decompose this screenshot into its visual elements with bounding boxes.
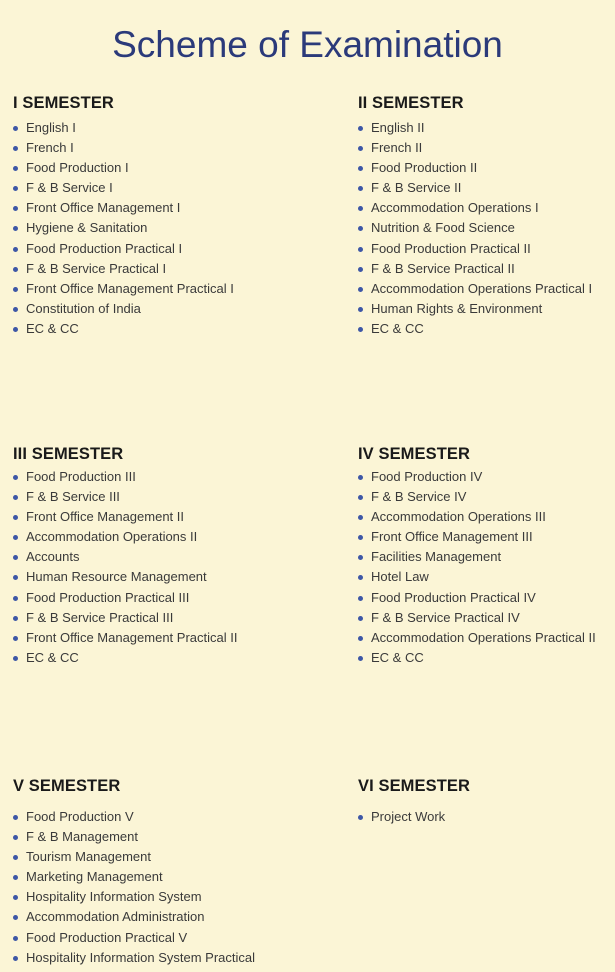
bullet-icon: [13, 226, 18, 231]
subject-list-item: [358, 807, 615, 827]
subject-list-item: [13, 299, 313, 319]
subject-label: EC & CC: [26, 320, 79, 336]
subject-list-item: [358, 319, 615, 339]
bullet-icon: [358, 575, 363, 580]
subject-list-item: [13, 158, 313, 178]
bullet-icon: [13, 327, 18, 332]
subject-label: F & B Service IV: [371, 489, 467, 505]
subject-list-item: [13, 319, 313, 339]
bullet-icon: [358, 287, 363, 292]
subject-label: English I: [26, 120, 76, 135]
semester-6-section: [358, 776, 615, 827]
subject-list-item: [358, 628, 615, 648]
subject-list-item: [13, 218, 313, 238]
bullet-icon: [13, 126, 18, 131]
semester-2-section: [358, 93, 615, 339]
subject-list-item: [13, 628, 313, 648]
bullet-icon: [13, 835, 18, 840]
subject-label: Food Production Practical IV: [371, 589, 536, 605]
subject-label: Accommodation Operations I: [371, 200, 539, 216]
bullet-icon: [13, 875, 18, 880]
bullet-icon: [13, 535, 18, 540]
subject-list-item: [13, 907, 313, 927]
subject-list-item: [13, 867, 313, 887]
subject-list-item: [13, 567, 313, 587]
bullet-icon: [13, 287, 18, 292]
bullet-icon: [13, 166, 18, 171]
subject-label: F & B Management: [26, 829, 138, 845]
subject-list-item: [358, 158, 615, 178]
subject-list-item: [13, 648, 313, 668]
subject-label: Food Production Practical II: [371, 240, 531, 256]
bullet-icon: [358, 515, 363, 520]
bullet-icon: [358, 186, 363, 191]
bullet-icon: [358, 495, 363, 500]
bullet-icon: [13, 146, 18, 151]
semester-4-subject-list: [358, 467, 615, 668]
subject-label: Marketing Management: [26, 869, 163, 885]
subject-label: EC & CC: [371, 649, 424, 665]
subject-list-item: [13, 827, 313, 847]
subject-label: F & B Service Practical I: [26, 260, 167, 276]
subject-list-item: [13, 198, 313, 218]
semester-5-subject-list: [13, 807, 313, 968]
subject-label: Accommodation Operations Practical II: [371, 629, 596, 645]
semester-2-heading: II SEMESTER: [358, 94, 464, 112]
subject-list-item: [358, 299, 615, 319]
subject-label: F & B Service Practical II: [371, 260, 515, 276]
subject-label: F & B Service Practical III: [26, 609, 174, 625]
bullet-icon: [358, 596, 363, 601]
subject-label: Food Production II: [371, 160, 478, 176]
bullet-icon: [13, 555, 18, 560]
bullet-icon: [13, 855, 18, 860]
subject-list-item: [358, 588, 615, 608]
bullet-icon: [13, 495, 18, 500]
semester-5-section: [13, 776, 313, 968]
bullet-icon: [13, 575, 18, 580]
subject-label: Front Office Management I: [26, 200, 181, 216]
subject-label: EC & CC: [371, 320, 424, 336]
bullet-icon: [13, 475, 18, 480]
subject-list-item: [358, 239, 615, 259]
page-title: Scheme of Examination: [112, 23, 503, 65]
bullet-icon: [358, 815, 363, 820]
bullet-icon: [358, 166, 363, 171]
bullet-icon: [358, 126, 363, 131]
semester-5-heading: V SEMESTER: [13, 777, 121, 795]
semester-3-section: [13, 444, 313, 668]
subject-list-item: [13, 138, 313, 158]
subject-label: Hospitality Information System Practical: [26, 949, 256, 965]
bullet-icon: [13, 247, 18, 252]
semester-1-subject-list: [13, 118, 313, 339]
subject-label: Food Production Practical I: [26, 240, 183, 256]
subject-label: Hotel Law: [371, 569, 429, 585]
bullet-icon: [13, 656, 18, 661]
semester-4-heading: IV SEMESTER: [358, 445, 471, 463]
subject-list-item: [13, 178, 313, 198]
subject-list-item: [358, 218, 615, 238]
subject-label: Front Office Management Practical II: [26, 629, 238, 645]
subject-list-item: [13, 948, 313, 968]
semester-6-heading: VI SEMESTER: [358, 777, 471, 795]
subject-label: Food Production V: [26, 809, 134, 824]
subject-list-item: [358, 547, 615, 567]
subject-list-item: [13, 928, 313, 948]
subject-label: Human Resource Management: [26, 569, 207, 585]
bullet-icon: [358, 656, 363, 661]
semester-3-heading: III SEMESTER: [13, 445, 124, 463]
subject-label: Hygiene & Sanitation: [26, 220, 148, 236]
subject-label: Food Production III: [26, 469, 136, 484]
bullet-icon: [358, 247, 363, 252]
subject-list-item: [358, 138, 615, 158]
subject-list-item: [358, 259, 615, 279]
subject-list-item: [358, 507, 615, 527]
bullet-icon: [358, 267, 363, 272]
subject-label: Front Office Management Practical I: [26, 280, 234, 296]
subject-list-item: [13, 608, 313, 628]
semester-1-heading: I SEMESTER: [13, 94, 114, 112]
semester-2-subject-list: [358, 118, 615, 339]
subject-list-item: [13, 588, 313, 608]
subject-list-item: [358, 527, 615, 547]
bullet-icon: [358, 555, 363, 560]
subject-label: Tourism Management: [26, 849, 151, 865]
subject-label: EC & CC: [26, 649, 79, 665]
bullet-icon: [358, 535, 363, 540]
subject-label: Food Production I: [26, 160, 129, 176]
subject-label: Accommodation Operations II: [26, 529, 198, 545]
bullet-icon: [13, 596, 18, 601]
subject-list-item: [13, 118, 313, 138]
bullet-icon: [358, 616, 363, 621]
subject-list-item: [358, 279, 615, 299]
subject-label: Human Rights & Environment: [371, 300, 543, 316]
subject-list-item: [13, 467, 313, 487]
bullet-icon: [13, 895, 18, 900]
subject-label: Food Production IV: [371, 469, 483, 484]
semester-6-subject-list: [358, 807, 615, 827]
bullet-icon: [13, 206, 18, 211]
subject-label: Front Office Management III: [371, 529, 533, 545]
bullet-icon: [13, 815, 18, 820]
subject-label: Food Production Practical III: [26, 589, 190, 605]
semester-1-section: [13, 93, 313, 339]
subject-list-item: [358, 487, 615, 507]
bullet-icon: [13, 936, 18, 941]
bullet-icon: [358, 636, 363, 641]
subject-label: Project Work: [371, 809, 446, 824]
subject-label: Accommodation Operations Practical I: [371, 280, 593, 296]
bullet-icon: [13, 515, 18, 520]
subject-label: Food Production Practical V: [26, 929, 188, 945]
subject-label: Front Office Management II: [26, 509, 184, 525]
subject-label: Accommodation Administration: [26, 909, 205, 925]
bullet-icon: [13, 307, 18, 312]
subject-list-item: [13, 259, 313, 279]
bullet-icon: [13, 956, 18, 961]
subject-label: Nutrition & Food Science: [371, 220, 515, 236]
semester-4-section: [358, 444, 615, 668]
subject-list-item: [13, 279, 313, 299]
subject-label: F & B Service II: [371, 180, 462, 196]
subject-list-item: [358, 118, 615, 138]
subject-list-item: [358, 648, 615, 668]
bullet-icon: [358, 327, 363, 332]
subject-list-item: [358, 567, 615, 587]
bullet-icon: [358, 206, 363, 211]
subject-label: English II: [371, 120, 425, 135]
subject-label: Hospitality Information System: [26, 889, 202, 905]
subject-list-item: [13, 239, 313, 259]
subject-list-item: [358, 467, 615, 487]
bullet-icon: [13, 915, 18, 920]
subject-label: Accommodation Operations III: [371, 509, 546, 525]
subject-label: Accounts: [26, 549, 80, 565]
subject-list-item: [13, 507, 313, 527]
bullet-icon: [13, 186, 18, 191]
subject-list-item: [13, 487, 313, 507]
subject-list-item: [13, 807, 313, 827]
subject-label: F & B Service I: [26, 180, 113, 196]
subject-list-item: [13, 547, 313, 567]
bullet-icon: [13, 267, 18, 272]
subject-label: Facilities Management: [371, 549, 502, 565]
subject-label: F & B Service Practical IV: [371, 609, 520, 625]
subject-label: French I: [26, 140, 74, 156]
subject-list-item: [358, 608, 615, 628]
bullet-icon: [358, 226, 363, 231]
subject-list-item: [358, 178, 615, 198]
bullet-icon: [13, 616, 18, 621]
subject-list-item: [13, 847, 313, 867]
bullet-icon: [358, 146, 363, 151]
bullet-icon: [13, 636, 18, 641]
semester-3-subject-list: [13, 467, 313, 668]
subject-label: F & B Service III: [26, 489, 120, 505]
bullet-icon: [358, 307, 363, 312]
subject-label: French II: [371, 140, 423, 156]
subject-list-item: [13, 527, 313, 547]
subject-list-item: [13, 887, 313, 907]
subject-label: Constitution of India: [26, 300, 141, 316]
bullet-icon: [358, 475, 363, 480]
subject-list-item: [358, 198, 615, 218]
